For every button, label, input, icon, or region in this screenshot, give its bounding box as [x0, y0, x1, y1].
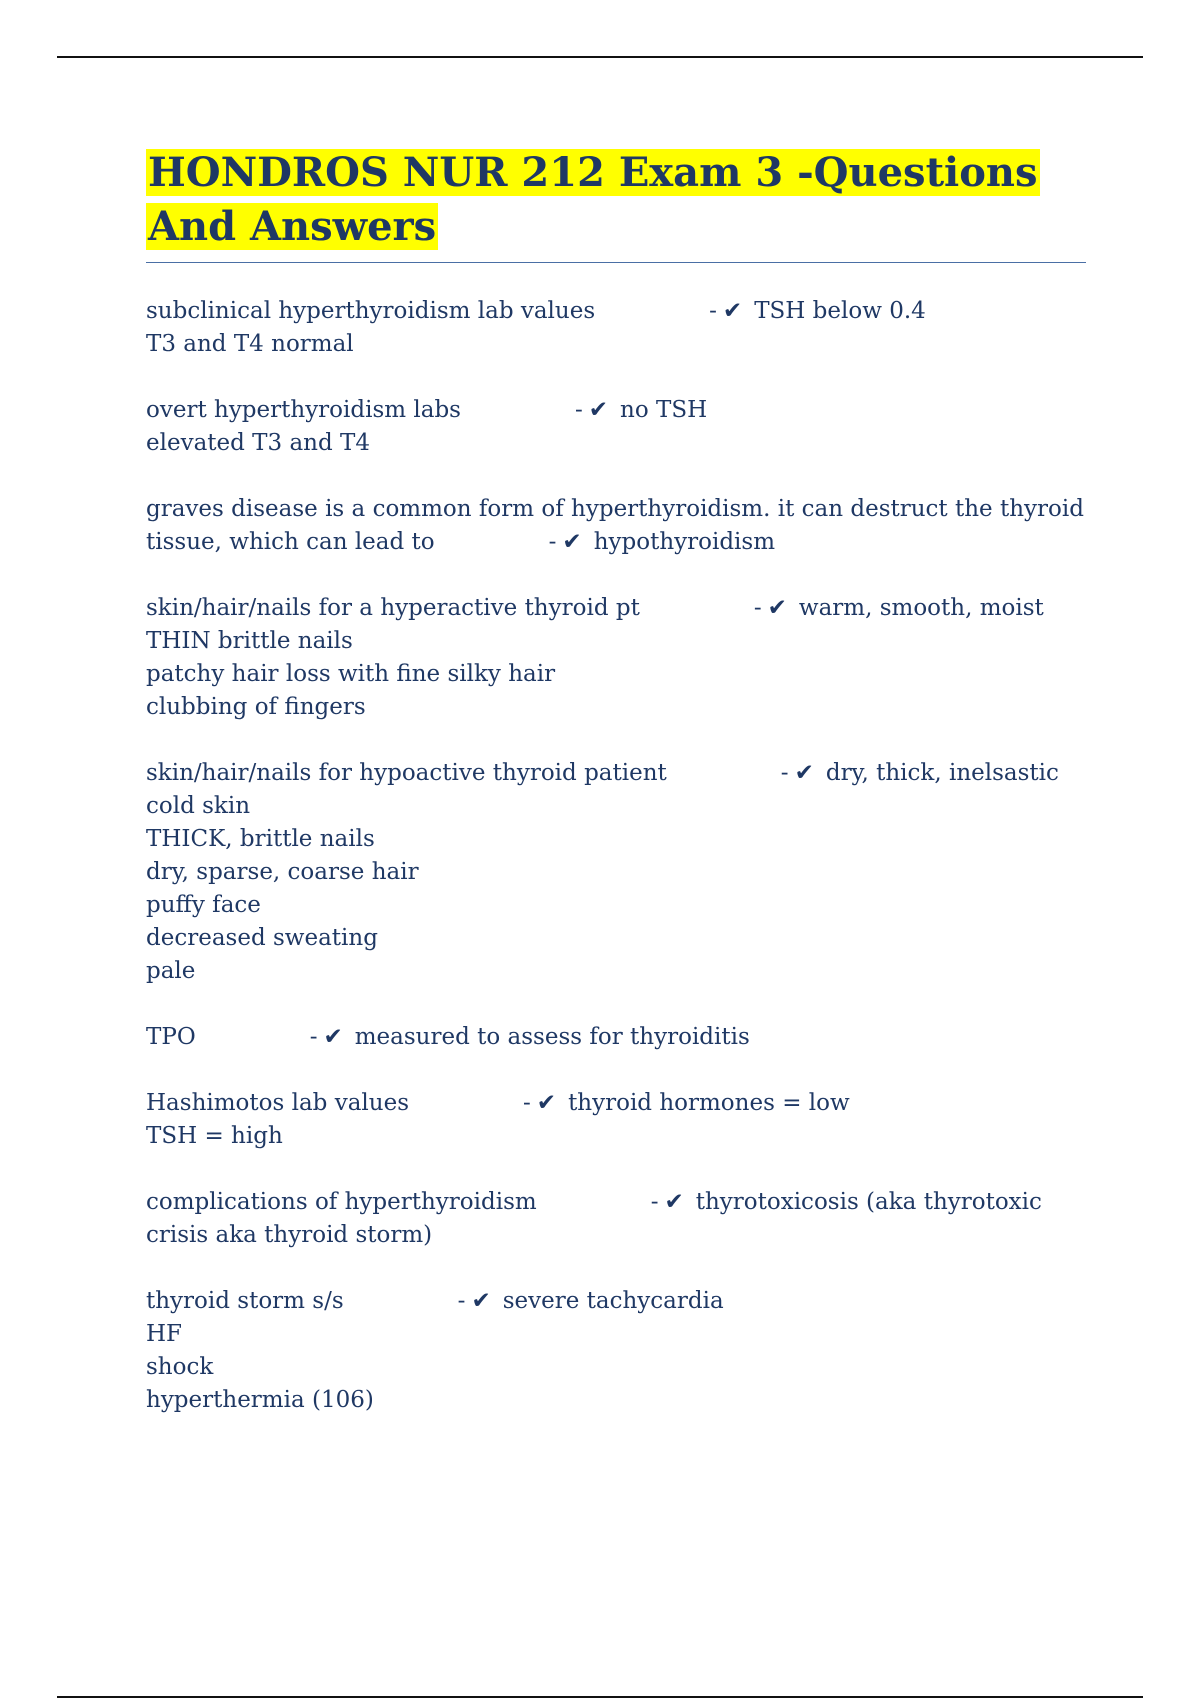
qa-item: [146, 1186, 1086, 1252]
title-underline: [146, 262, 1086, 263]
answer-dash: -: [709, 298, 717, 324]
document-title: [146, 146, 1086, 254]
answer-line: TSH = high: [146, 1123, 283, 1149]
answer-line: THIN brittle nails: [146, 628, 353, 654]
answer-line: elevated T3 and T4: [146, 430, 370, 456]
question-text: subclinical hyperthyroidism lab values: [146, 298, 596, 324]
document-title-highlight: HONDROS NUR 212 Exam 3 -Questions And Answers: [148, 149, 1038, 250]
qa-item: [146, 1087, 1086, 1153]
answer-text: measured to assess for thyroiditis: [354, 1024, 750, 1050]
answer-dash: -: [753, 595, 762, 621]
answer-text: no TSH: [620, 397, 708, 423]
answer-dash: -: [548, 529, 557, 555]
question-text: skin/hair/nails for hypoactive thyroid patient: [146, 760, 667, 786]
check-icon: ✔: [536, 1090, 557, 1116]
answer-dash: -: [523, 1090, 531, 1116]
answer-text: thyroid hormones = low: [568, 1090, 850, 1116]
answer-text: severe tachycardia: [502, 1288, 724, 1314]
page-top-rule: [57, 56, 1143, 58]
question-text: graves disease is a common form of hyperthyroidism. it can destruct the thyroid tissue, which can lead to: [146, 496, 1092, 555]
answer-line: shock: [146, 1354, 214, 1380]
question-text: skin/hair/nails for a hyperactive thyroid pt: [146, 595, 640, 621]
check-icon: ✔: [722, 298, 743, 324]
qa-item: [146, 394, 1086, 460]
answer-text: thyrotoxicosis (aka thyrotoxic crisis aka thyroid storm): [146, 1189, 1050, 1248]
document-body: [146, 146, 1092, 1450]
answer-line: T3 and T4 normal: [146, 331, 354, 357]
answer-line: pale: [146, 958, 196, 984]
answer-text: TSH below 0.4: [754, 298, 926, 324]
answer-line: THICK, brittle nails: [146, 826, 375, 852]
question-text: Hashimotos lab values: [146, 1090, 409, 1116]
check-icon: ✔: [794, 760, 814, 786]
check-icon: ✔: [664, 1189, 684, 1215]
question-text: overt hyperthyroidism labs: [146, 397, 461, 423]
check-icon: ✔: [562, 529, 582, 555]
qa-item: [146, 493, 1092, 559]
answer-text: hypothyroidism: [593, 529, 776, 555]
qa-item: [146, 592, 1086, 724]
answer-line: decreased sweating: [146, 925, 378, 951]
qa-list: [146, 295, 1092, 1417]
check-icon: ✔: [323, 1024, 343, 1050]
answer-line: clubbing of fingers: [146, 694, 366, 720]
answer-text: dry, thick, inelsastic cold skin: [146, 760, 1067, 819]
check-icon: ✔: [588, 397, 609, 423]
qa-item: [146, 1021, 1086, 1054]
answer-line: puffy face: [146, 892, 261, 918]
answer-dash: -: [574, 397, 583, 423]
question-text: thyroid storm s/s: [146, 1288, 344, 1314]
answer-dash: -: [650, 1189, 659, 1215]
answer-text: warm, smooth, moist: [798, 595, 1044, 621]
answer-dash: -: [309, 1024, 318, 1050]
answer-line: hyperthermia (106): [146, 1387, 374, 1413]
question-text: complications of hyperthyroidism: [146, 1189, 537, 1215]
check-icon: ✔: [471, 1288, 491, 1314]
qa-item: [146, 757, 1086, 988]
answer-line: patchy hair loss with fine silky hair: [146, 661, 556, 687]
answer-line: dry, sparse, coarse hair: [146, 859, 419, 885]
answer-dash: -: [780, 760, 789, 786]
answer-dash: -: [457, 1288, 466, 1314]
qa-item: [146, 1285, 1086, 1417]
page-bottom-rule: [57, 1696, 1143, 1698]
check-icon: ✔: [767, 595, 787, 621]
qa-item: [146, 295, 1086, 361]
answer-line: HF: [146, 1321, 183, 1347]
question-text: TPO: [146, 1024, 196, 1050]
